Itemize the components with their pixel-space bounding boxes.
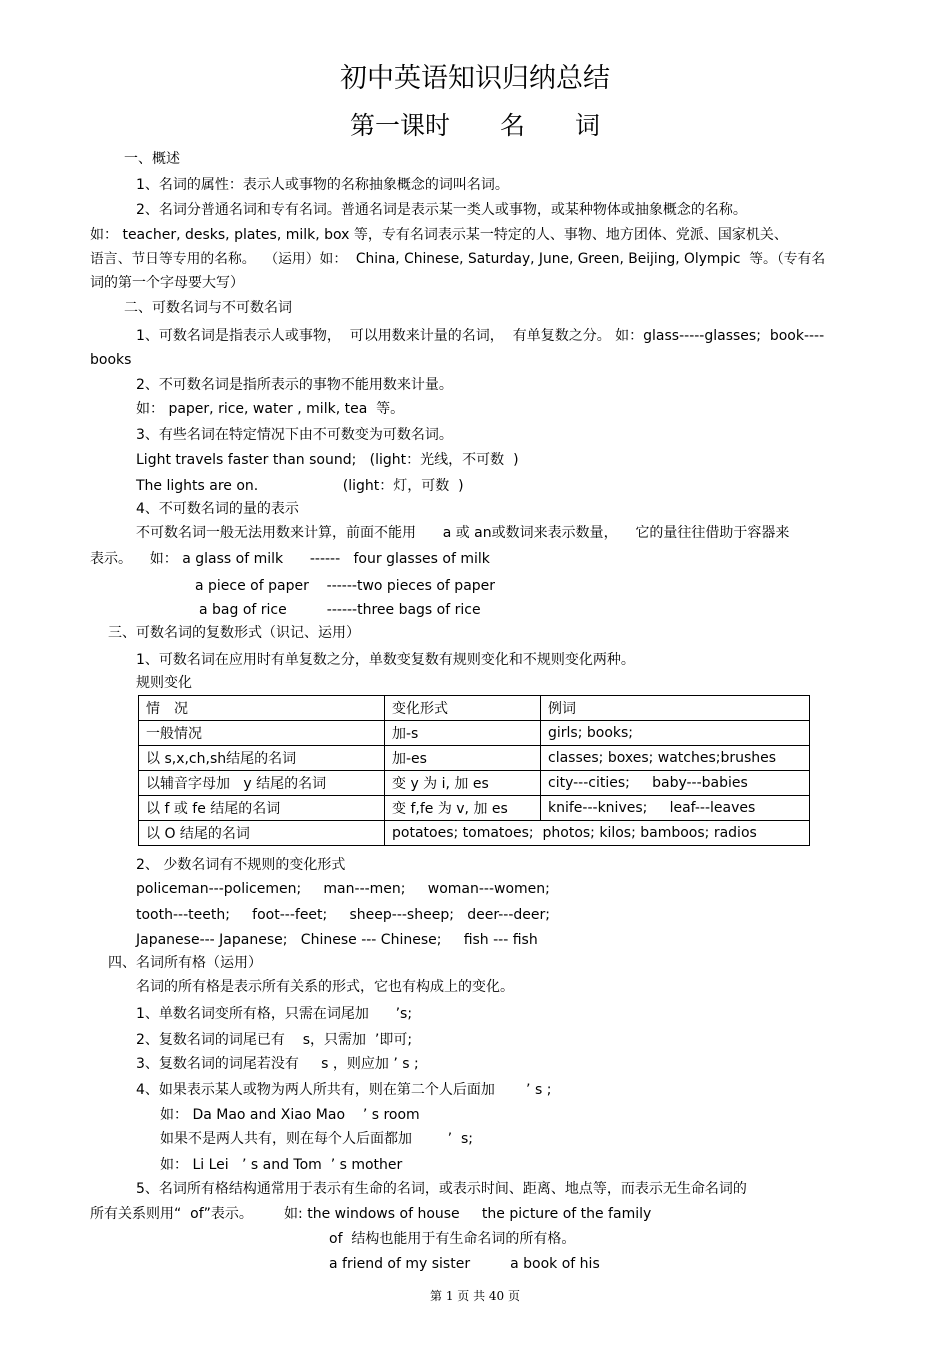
page-footer: 第 1 页 共 40 页 — [430, 1289, 520, 1303]
section-heading: 四、名词所有格（运用） — [108, 955, 262, 971]
text-line: 规则变化 — [136, 675, 192, 691]
text-line: 1、单数名词变所有格，只需在词尾加 ’s; — [136, 1006, 413, 1022]
table-cell: 加-es — [385, 746, 541, 771]
text-line: a bag of rice ------three bags of rice — [199, 602, 481, 618]
text-line: Japanese--- Japanese; Chinese --- Chinese; fish --- fish — [136, 932, 538, 948]
text-line: books — [90, 352, 132, 368]
text-line: 一、概述 — [124, 151, 180, 167]
table-row — [139, 746, 810, 771]
text-line: 2、名词分普通名词和专有名词。普通名词是表示某一类人或事物，或某种物体或抽象概念的名称。 — [136, 202, 747, 218]
lesson-title: 第一课时 名 词 — [349, 111, 600, 140]
table-header-cell: 情 况 — [139, 696, 385, 721]
text-line: 所有关系则用“ of”表示。 如: the windows of house the picture of the family — [90, 1206, 652, 1222]
text-line: The lights are on. (light：灯，可数 ) — [136, 478, 464, 494]
text-line: a piece of paper ------two pieces of paper — [195, 578, 496, 594]
table-cell: potatoes; tomatoes; photos; kilos; bamboos; radios — [385, 821, 810, 846]
text-line: tooth---teeth; foot---feet; sheep---sheep; deer---deer; — [136, 907, 550, 923]
text-line: 如果不是两人共有，则在每个人后面都加 ’ s; — [160, 1131, 473, 1147]
text-line: 表示。 如： a glass of milk ------ four glasses of milk — [90, 551, 490, 567]
table-header-row — [139, 696, 810, 721]
table-cell: girls; books; — [541, 721, 810, 746]
text-line: 如： Da Mao and Xiao Mao ’ s room — [160, 1107, 420, 1123]
plural-rules-table — [138, 695, 810, 846]
section-heading: 二、可数名词与不可数名词 — [124, 300, 292, 316]
table-cell: 以辅音字母加 y 结尾的名词 — [139, 771, 385, 796]
table-row — [139, 821, 810, 846]
table-cell: classes; boxes; watches;brushes — [541, 746, 810, 771]
text-line: 如： teacher, desks, plates, milk, box 等，专有名词表示某一特定的人、事物、地方团体、党派、国家机关、 — [90, 227, 788, 243]
text-line: 2、复数名词的词尾已有 s，只需加 ’即可; — [136, 1032, 413, 1048]
table-cell: city---cities; baby---babies — [541, 771, 810, 796]
text-line: 1、可数名词在应用时有单复数之分，单数变复数有规则变化和不规则变化两种。 — [136, 652, 635, 668]
text-line: 名词的所有格是表示所有关系的形式，它也有构成上的变化。 — [136, 979, 514, 995]
text-line: 1、名词的属性：表示人或事物的名称抽象概念的词叫名词。 — [136, 177, 509, 193]
text-line: 4、如果表示某人或物为两人所共有，则在第二个人后面加 ’ s ; — [136, 1082, 552, 1098]
table-cell: 变 y 为 i, 加 es — [385, 771, 541, 796]
table-cell: 变 f,fe 为 v, 加 es — [385, 796, 541, 821]
table-cell: knife---knives; leaf---leaves — [541, 796, 810, 821]
table-row — [139, 721, 810, 746]
table-cell: 以 s,x,ch,sh结尾的名词 — [139, 746, 385, 771]
table-cell: 加-s — [385, 721, 541, 746]
text-line: 5、名词所有格结构通常用于表示有生命的名词，或表示时间、距离、地点等，而表示无生命名词的 — [136, 1181, 747, 1197]
table-cell: 以 O 结尾的名词 — [139, 821, 385, 846]
text-line: a friend of my sister a book of his — [329, 1256, 600, 1272]
table-header-cell: 变化形式 — [385, 696, 541, 721]
table-cell: 以 f 或 fe 结尾的名词 — [139, 796, 385, 821]
text-line: 如： paper, rice, water , milk, tea 等。 — [136, 401, 405, 417]
text-line: 3、有些名词在特定情况下由不可数变为可数名词。 — [136, 427, 453, 443]
text-line: 语言、节日等专用的名称。 （运用）如： China, Chinese, Saturday, June, Green, Beijing, Olympic 等。（专有名 — [90, 251, 826, 267]
text-line: policeman---policemen; man---men; woman---women; — [136, 881, 550, 897]
table-cell: 一般情况 — [139, 721, 385, 746]
text-line: 词的第一个字母要大写） — [90, 275, 244, 291]
document-title: 初中英语知识归纳总结 — [340, 63, 610, 94]
table-row — [139, 796, 810, 821]
table-header-cell: 例词 — [541, 696, 810, 721]
text-line: 不可数名词一般无法用数来计算，前面不能用 a 或 an或数词来表示数量， 它的量往往借助于容器来 — [136, 525, 790, 541]
section-heading: 三、可数名词的复数形式（识记、运用） — [108, 625, 360, 641]
text-line: 3、复数名词的词尾若没有 s ，则应加 ’ s ; — [136, 1056, 419, 1072]
text-line: 1、可数名词是指表示人或事物， 可以用数来计量的名词， 有单复数之分。 如：glass-----glasses; book---- — [136, 328, 825, 344]
text-line: 2、不可数名词是指所表示的事物不能用数来计量。 — [136, 377, 453, 393]
text-line: 如： Li Lei ’ s and Tom ’ s mother — [160, 1157, 403, 1173]
text-line: of 结构也能用于有生命名词的所有格。 — [329, 1231, 576, 1247]
table-row — [139, 771, 810, 796]
text-line: 4、不可数名词的量的表示 — [136, 501, 299, 517]
text-line: Light travels faster than sound; (light：光线，不可数 ) — [136, 452, 519, 468]
text-line: 2、 少数名词有不规则的变化形式 — [136, 857, 346, 873]
